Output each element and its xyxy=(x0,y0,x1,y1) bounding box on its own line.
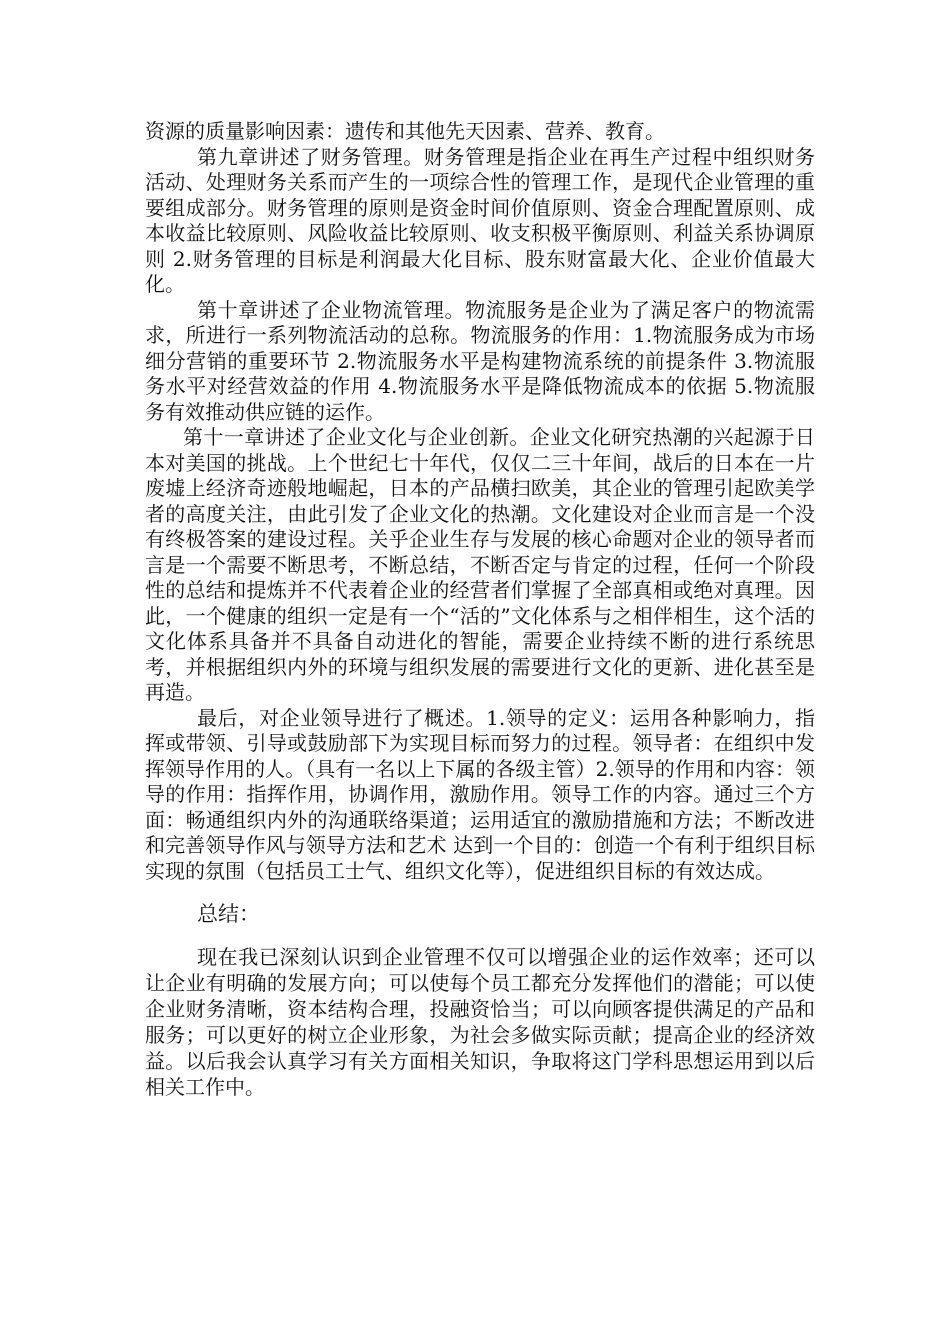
paragraph-human-resources-tail: 资源的质量影响因素：遗传和其他先天因素、营养、教育。 xyxy=(145,119,665,143)
paragraph-chapter-11-culture: 第十一章讲述了企业文化与企业创新。企业文化研究热潮的兴起源于日本对美国的挑战。上个世纪七十年代，仅仅二三十年间，战后的日本在一片废墟上经济奇迹般地崛起，日本的产品横扫欧美，其企业的管理引起欧美学者的高度关注，由此引发了企业文化的热潮。文化建设对企业而言是一个没有终极答案的建设过程。关乎企业生存与发展的核心命题对企业的领导者而言是一个需要不断思考，不断总结，不断否定与肯定的过程，任何一个阶段性的总结和提炼并不代表着企业的经营者们掌握了全部真相或绝对真理。因此，一个健康的组织一定是有一个“活的”文化体系与之相伴相生，这个活的文化体系具备并不具备自动进化的智能，需要企业持续不断的进行系统思考，并根据组织内外的环境与组织发展的需要进行文化的更新、进化甚至是再造。 xyxy=(145,425,815,704)
paragraph-leadership: 最后，对企业领导进行了概述。1.领导的定义：运用各种影响力，指挥或带领、引导或鼓励部下为实现目标而努力的过程。领导者：在组织中发挥领导作用的人。（具有一名以上下属的各级主管）2.领导的作用和内容：领导的作用：指挥作用，协调作用，激励作用。领导工作的内容。通过三个方面：畅通组织内外的沟通联络渠道；运用适宜的激励措施和方法；不断改进和完善领导作风与领导方法和艺术 达到一个目的：创造一个有利于组织目标实现的氛围（包括员工士气、组织文化等），促进组织目标的有效达成。 xyxy=(145,705,815,883)
paragraph-chapter-10-logistics: 第十章讲述了企业物流管理。物流服务是企业为了满足客户的物流需求，所进行一系列物流活动的总称。物流服务的作用：1.物流服务成为市场细分营销的重要环节 2.物流服务水平是构建物流系统的前提条件 3.物流服务水平对经营效益的作用 4.物流服务水平是降低物流成本的依据 5.物流服务有效推动供应链的运作。 xyxy=(145,297,815,424)
paragraph-chapter-9-finance: 第九章讲述了财务管理。财务管理是指企业在再生产过程中组织财务活动、处理财务关系而产生的一项综合性的管理工作，是现代企业管理的重要组成部分。财务管理的原则是资金时间价值原则、资金合理配置原则、成本收益比较原则、风险收益比较原则、收支积极平衡原则、利益关系协调原则 2.财务管理的目标是利润最大化目标、股东财富最大化、企业价值最大化。 xyxy=(145,144,815,296)
summary-heading: 总结： xyxy=(197,902,260,926)
summary-paragraph: 现在我已深刻认识到企业管理不仅可以增强企业的运作效率；还可以让企业有明确的发展方向；可以使每个员工都充分发挥他们的潜能；可以使企业财务清晰，资本结构合理，投融资恰当；可以向顾客提供满足的产品和服务；可以更好的树立企业形象，为社会多做实际贡献；提高企业的经济效益。以后我会认真学习有关方面相关知识，争取将这门学科思想运用到以后相关工作中。 xyxy=(145,945,815,1099)
document-body xyxy=(145,119,815,1100)
